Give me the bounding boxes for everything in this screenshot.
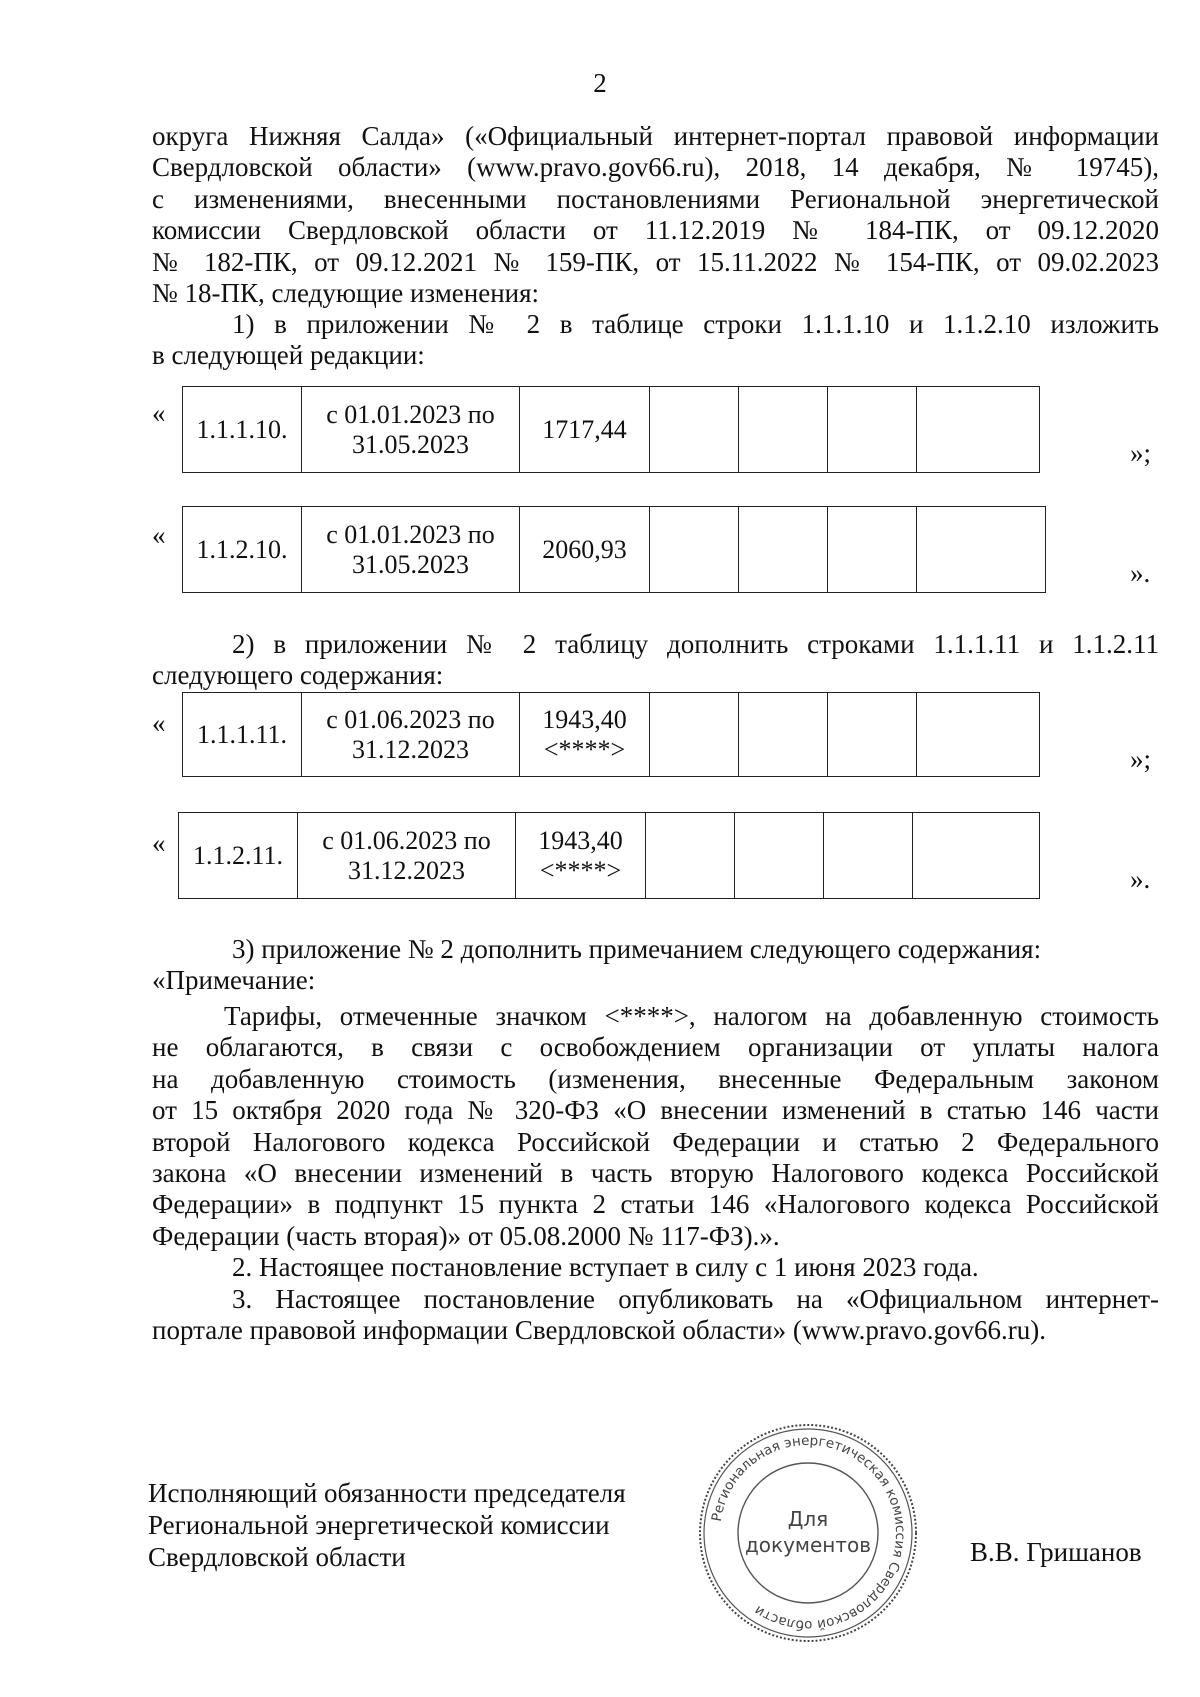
period-start: с 01.01.2023 по bbox=[326, 519, 495, 549]
stamp-center-line-2: документов bbox=[744, 1533, 872, 1557]
empty-cell bbox=[828, 693, 917, 777]
row-code: 1.1.1.10. bbox=[183, 387, 302, 473]
intro-line: комиссии Свердловской области от 11.12.2019 № 184-ПК, от 09.12.2020 bbox=[152, 215, 1159, 246]
row-period bbox=[302, 507, 520, 593]
signer-name: В.В. Гришанов bbox=[970, 1537, 1142, 1567]
item-1-line: 1) в приложении № 2 в таблице строки 1.1.1.10 и 1.1.2.10 изложить bbox=[232, 309, 1159, 339]
quote-close: ». bbox=[1130, 864, 1151, 894]
row-code: 1.1.2.10. bbox=[183, 507, 302, 593]
quote-close: »; bbox=[1130, 744, 1152, 774]
empty-cell bbox=[650, 693, 739, 777]
period-start: с 01.01.2023 по bbox=[326, 399, 495, 429]
point-3-line: 3. Настоящее постановление опубликовать на «Официальном интернет- bbox=[232, 1283, 1159, 1314]
row-period bbox=[302, 387, 520, 473]
empty-cell bbox=[650, 507, 739, 593]
empty-cell bbox=[735, 813, 824, 899]
quote-open: « bbox=[152, 520, 166, 550]
empty-cell bbox=[650, 387, 739, 473]
intro-line: № 182-ПК, от 09.12.2021 № 159-ПК, от 15.11.2022 № 154-ПК, от 09.02.2023 bbox=[152, 246, 1159, 277]
stamp-ring-text: Региональная энергетическая комиссия Свердловской области bbox=[708, 1432, 909, 1634]
point-3-line: портале правовой информации Свердловской области» (www.pravo.gov66.ru). bbox=[152, 1315, 1047, 1346]
item-1-paragraph bbox=[152, 309, 1159, 372]
empty-cell bbox=[739, 387, 828, 473]
period-end: 31.05.2023 bbox=[352, 549, 469, 579]
row-code: 1.1.1.11. bbox=[183, 693, 302, 777]
quote-close: »; bbox=[1130, 438, 1152, 468]
note-paragraph bbox=[152, 1001, 1159, 1346]
stamp-center-line-1: Для bbox=[787, 1507, 829, 1531]
tariff-value: 1943,40 bbox=[538, 825, 623, 855]
period-start: с 01.06.2023 по bbox=[326, 704, 495, 734]
note-line: закона «О внесении изменений в часть вторую Налогового кодекса Российской bbox=[152, 1158, 1159, 1189]
signature-title-line: Региональной энергетической комиссии bbox=[148, 1510, 610, 1540]
row-value bbox=[520, 507, 650, 593]
tariff-table-1 bbox=[182, 386, 1040, 473]
quote-open: « bbox=[152, 828, 166, 858]
tariff-table-3 bbox=[182, 692, 1040, 777]
note-line: Федерации» в подпункт 15 пункта 2 статьи 146 «Налогового кодекса Российской bbox=[152, 1189, 1159, 1220]
page-number: 2 bbox=[593, 68, 607, 98]
quote-open: « bbox=[152, 708, 166, 738]
item-1-line: в следующей редакции: bbox=[152, 340, 425, 371]
period-end: 31.05.2023 bbox=[352, 429, 469, 459]
empty-cell bbox=[739, 507, 828, 593]
note-line: на добавленную стоимость (изменения, внесенные Федеральным законом bbox=[152, 1063, 1159, 1094]
period-end: 31.12.2023 bbox=[348, 855, 465, 885]
row-value bbox=[520, 387, 650, 473]
intro-line: округа Нижняя Салда» («Официальный интернет-портал правовой информации bbox=[152, 121, 1159, 151]
empty-cell bbox=[913, 813, 1040, 899]
empty-cell bbox=[646, 813, 735, 899]
signature-title-line: Свердловской области bbox=[148, 1542, 406, 1572]
note-line: Федерации (часть вторая)» от 05.08.2000 № 117-ФЗ).». bbox=[152, 1220, 780, 1251]
period-end: 31.12.2023 bbox=[352, 734, 469, 764]
tariff-value: 1943,40 bbox=[542, 704, 627, 734]
row-code: 1.1.2.11. bbox=[179, 813, 298, 899]
row-period bbox=[302, 693, 520, 777]
row-period bbox=[298, 813, 516, 899]
tariff-value: 1717,44 bbox=[542, 414, 627, 444]
period-start: с 01.06.2023 по bbox=[322, 825, 491, 855]
quote-close: ». bbox=[1130, 558, 1151, 588]
item-3-line: «Примечание: bbox=[152, 965, 316, 996]
note-line: от 15 октября 2020 года № 320-ФЗ «О внесении изменений в статью 146 части bbox=[152, 1095, 1159, 1126]
tax-mark: <****> bbox=[539, 855, 622, 885]
tariff-table-2 bbox=[182, 506, 1046, 593]
signature-block bbox=[148, 1477, 626, 1573]
empty-cell bbox=[828, 507, 917, 593]
item-2-line: следующего содержания: bbox=[152, 660, 444, 691]
row-value bbox=[516, 813, 646, 899]
empty-cell bbox=[828, 387, 917, 473]
intro-line: с изменениями, внесенными постановлениями Региональной энергетической bbox=[152, 183, 1159, 214]
note-line: не облагаются, в связи с освобождением организации от уплаты налога bbox=[152, 1032, 1159, 1063]
row-value bbox=[520, 693, 650, 777]
item-2-paragraph bbox=[152, 629, 1159, 692]
commission-stamp bbox=[693, 1418, 923, 1648]
empty-cell bbox=[917, 387, 1040, 473]
empty-cell bbox=[917, 507, 1046, 593]
signature-title-line: Исполняющий обязанности председателя bbox=[148, 1478, 626, 1508]
intro-paragraph bbox=[152, 121, 1159, 309]
item-3-paragraph bbox=[152, 934, 1159, 997]
note-line: Тарифы, отмеченные значком <****>, налогом на добавленную стоимость bbox=[224, 1001, 1159, 1031]
empty-cell bbox=[917, 693, 1040, 777]
tariff-value: 2060,93 bbox=[542, 534, 627, 564]
note-line: второй Налогового кодекса Российской Федерации и статью 2 Федерального bbox=[152, 1126, 1159, 1157]
quote-open: « bbox=[152, 398, 166, 428]
intro-line: Свердловской области» (www.pravo.gov66.ru), 2018, 14 декабря, № 19745), bbox=[152, 152, 1159, 183]
tax-mark: <****> bbox=[543, 734, 626, 764]
item-3-line: 3) приложение № 2 дополнить примечанием следующего содержания: bbox=[232, 934, 1042, 964]
tariff-table-4 bbox=[178, 812, 1040, 899]
point-2: 2. Настоящее постановление вступает в силу с 1 июня 2023 года. bbox=[232, 1252, 979, 1283]
empty-cell bbox=[739, 693, 828, 777]
intro-line: № 18-ПК, следующие изменения: bbox=[152, 278, 540, 309]
empty-cell bbox=[824, 813, 913, 899]
item-2-line: 2) в приложении № 2 таблицу дополнить строками 1.1.1.11 и 1.1.2.11 bbox=[232, 629, 1159, 659]
